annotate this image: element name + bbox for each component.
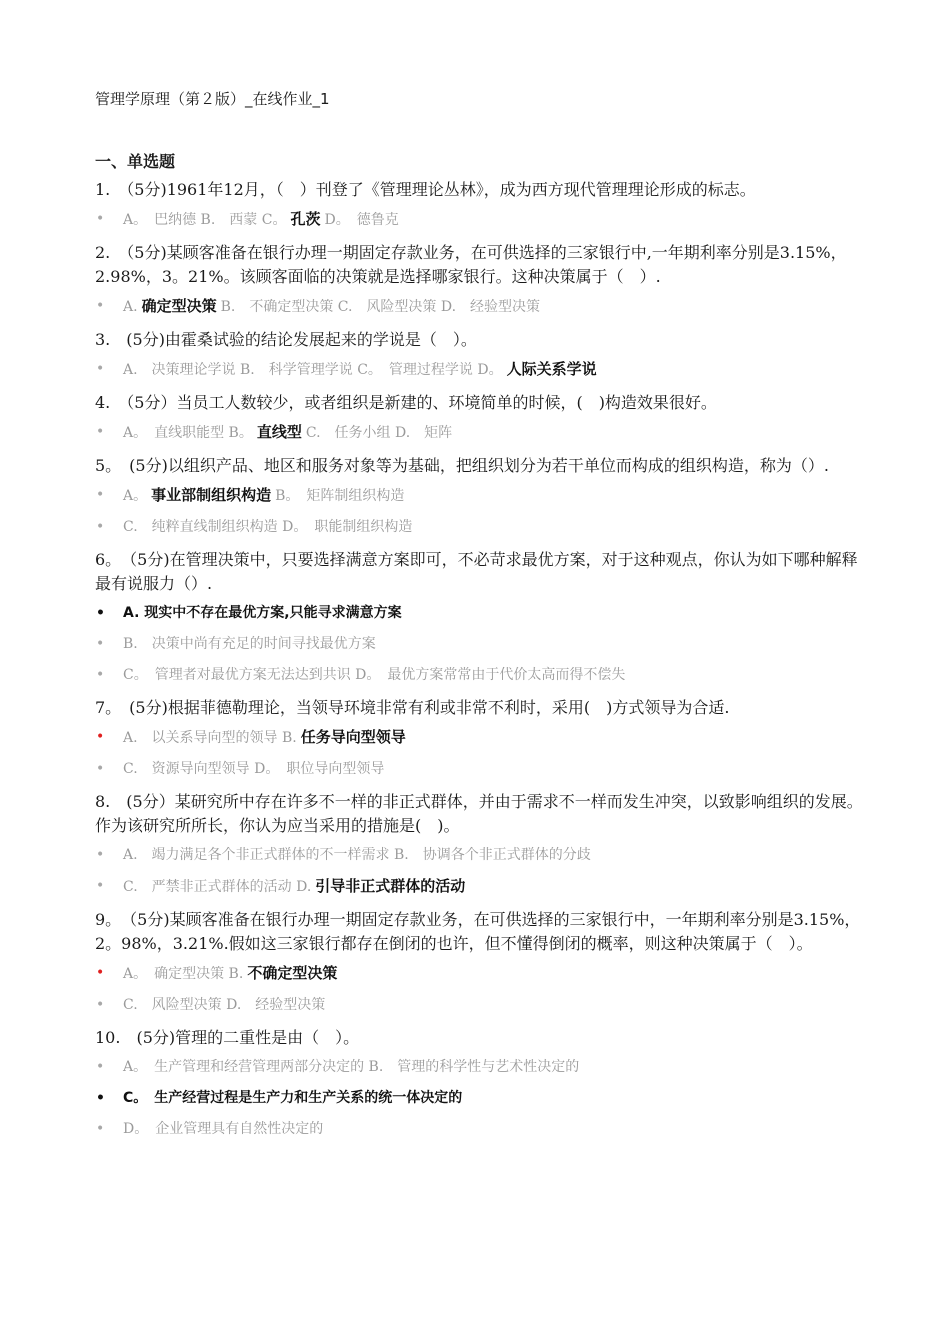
- q2-answer: 确定型决策: [141, 297, 217, 315]
- q5-answer: 事业部制组织构造: [151, 486, 272, 504]
- bullet-icon: •: [96, 878, 105, 894]
- bullet-icon: •: [96, 211, 105, 227]
- question-8: 8. (5分）某研究所中存在许多不一样的非正式群体，并由于需求不一样而发生冲突，以致影响组织的发展。作为该研究所所长，你认为应当采用的措施是( )。: [95, 792, 863, 835]
- q8-options-row-1: [95, 845, 865, 865]
- question-6: 6。 （5分)在管理决策中，只要选择满意方案即可，不必苛求最优方案，对于这种观点，你认为如下哪种解释最有说服力（）.: [95, 550, 858, 593]
- q6-options-row-3-text: C。 管理者对最优方案无法达到共识 D。 最优方案常常由于代价太高而得不偿失: [123, 667, 626, 683]
- q10-options-row-1-text: A。 生产管理和经营管理两部分决定的 B. 管理的科学性与艺术性决定的: [123, 1059, 580, 1075]
- q5-options-before: A。: [123, 488, 148, 504]
- q2-options-after: B. 不确定型决策 C. 风险型决策 D. 经验型决策: [220, 299, 541, 315]
- q6-answer-row: [95, 603, 865, 623]
- question-2: 2. （5分)某顾客准备在银行办理一期固定存款业务，在可供选择的三家银行中,一年期利率分别是3.15%，2.98%，3。21%。该顾客面临的决策就是选择哪家银行。这种决策属于（ ）.: [95, 243, 847, 286]
- document-title: 管理学原理（第２版）_在线作业_1: [95, 90, 330, 108]
- question-1: 1. （5分)1961年12月，（ ）刊登了《管理理论丛林》，成为西方现代管理理论形成的标志。: [95, 180, 756, 199]
- bullet-icon: •: [96, 761, 105, 777]
- q7-options-row-1: [95, 727, 865, 748]
- bullet-icon: •: [96, 729, 105, 745]
- q7-options-before: A. 以关系导向型的领导 B.: [123, 730, 297, 746]
- q10-answer-row: [95, 1088, 865, 1108]
- question-4: 4. （5分）当员工人数较少，或者组织是新建的、环境简单的时候，( )构造效果很好。: [95, 393, 717, 412]
- bullet-icon: •: [96, 1090, 105, 1106]
- bullet-icon: •: [96, 605, 105, 621]
- q6-options-row-2: [95, 634, 865, 654]
- bullet-icon: •: [96, 965, 105, 981]
- q8-answer: 引导非正式群体的活动: [315, 877, 466, 895]
- q1-options-after: D。 德鲁克: [324, 212, 399, 228]
- document-page: [95, 88, 865, 1150]
- q3-options: [95, 359, 865, 380]
- q5-options-after: B。 矩阵制组织构造: [275, 488, 405, 504]
- bullet-icon: •: [96, 298, 105, 314]
- q8-options-before: C. 严禁非正式群体的活动 D.: [123, 879, 312, 895]
- q9-options-row-1: [95, 963, 865, 984]
- q5-options-row-2-text: C. 纯粹直线制组织构造 D。 职能制组织构造: [123, 519, 413, 535]
- q9-options-row-2: [95, 995, 865, 1015]
- q7-answer: 任务导向型领导: [300, 728, 406, 746]
- bullet-icon: •: [96, 424, 105, 440]
- bullet-icon: •: [96, 487, 105, 503]
- q7-options-row-2-text: C. 资源导向型领导 D。 职位导向型领导: [123, 761, 385, 777]
- question-3: 3. (5分)由霍桑试验的结论发展起来的学说是（ ）。: [95, 330, 477, 349]
- q8-options-row-2: [95, 876, 865, 897]
- q1-options-before: A。 巴纳德 B. 西蒙 C。: [123, 212, 287, 228]
- q5-options-row-2: [95, 517, 865, 537]
- q4-options-before: A。 直线职能型 B。: [123, 425, 253, 441]
- section-heading: 一、单选题: [95, 152, 176, 171]
- question-9: 9。 （5分)某顾客准备在银行办理一期固定存款业务，在可供选择的三家银行中，一年期利率分别是3.15%，2。98%，3.21%.假如这三家银行都存在倒闭的也许，但不懂得倒闭的概率，则这种决策属于（ ）。: [95, 910, 861, 953]
- q6-options-row-3: [95, 665, 865, 685]
- q6-options-row-2-text: B. 决策中尚有充足的时间寻找最优方案: [123, 636, 376, 652]
- q7-options-row-2: [95, 759, 865, 779]
- q8-options-row-1-text: A. 竭力满足各个非正式群体的不一样需求 B. 协调各个非正式群体的分歧: [123, 847, 591, 863]
- q9-answer: 不确定型决策: [247, 964, 338, 982]
- bullet-icon: •: [96, 667, 105, 683]
- q2-options-before: A.: [123, 299, 138, 315]
- q10-options-row-3: [95, 1119, 865, 1139]
- bullet-icon: •: [96, 519, 105, 535]
- question-5: 5。 (5分)以组织产品、地区和服务对象等为基础，把组织划分为若干单位而构成的组织构造，称为（）.: [95, 456, 829, 475]
- question-7: 7。 (5分)根据菲德勒理论，当领导环境非常有利或非常不利时，采用( )方式领导为合适.: [95, 698, 730, 717]
- q10-options-row-3-text: D。 企业管理具有自然性决定的: [123, 1121, 324, 1137]
- q6-answer: A. 现实中不存在最优方案,只能寻求满意方案: [123, 605, 402, 621]
- bullet-icon: •: [96, 997, 105, 1013]
- q9-options-row-2-text: C. 风险型决策 D. 经验型决策: [123, 997, 326, 1013]
- q5-options-row-1: [95, 485, 865, 506]
- q1-options: [95, 209, 865, 230]
- q10-options-row-1: [95, 1057, 865, 1077]
- bullet-icon: •: [96, 636, 105, 652]
- q1-answer: 孔茨: [290, 210, 321, 228]
- q10-answer: C。 生产经营过程是生产力和生产关系的统一体决定的: [123, 1090, 463, 1106]
- q3-options-before: A. 决策理论学说 B. 科学管理学说 C。 管理过程学说 D。: [123, 362, 503, 378]
- q4-options: [95, 422, 865, 443]
- question-10: 10. (5分)管理的二重性是由（ ）。: [95, 1028, 360, 1047]
- bullet-icon: •: [96, 1121, 105, 1137]
- q3-answer: 人际关系学说: [506, 360, 597, 378]
- q4-options-after: C. 任务小组 D. 矩阵: [305, 425, 453, 441]
- bullet-icon: •: [96, 361, 105, 377]
- q4-answer: 直线型: [256, 423, 302, 441]
- q9-options-before: A。 确定型决策 B.: [123, 966, 244, 982]
- bullet-icon: •: [96, 1059, 105, 1075]
- q2-options: [95, 296, 865, 317]
- bullet-icon: •: [96, 847, 105, 863]
